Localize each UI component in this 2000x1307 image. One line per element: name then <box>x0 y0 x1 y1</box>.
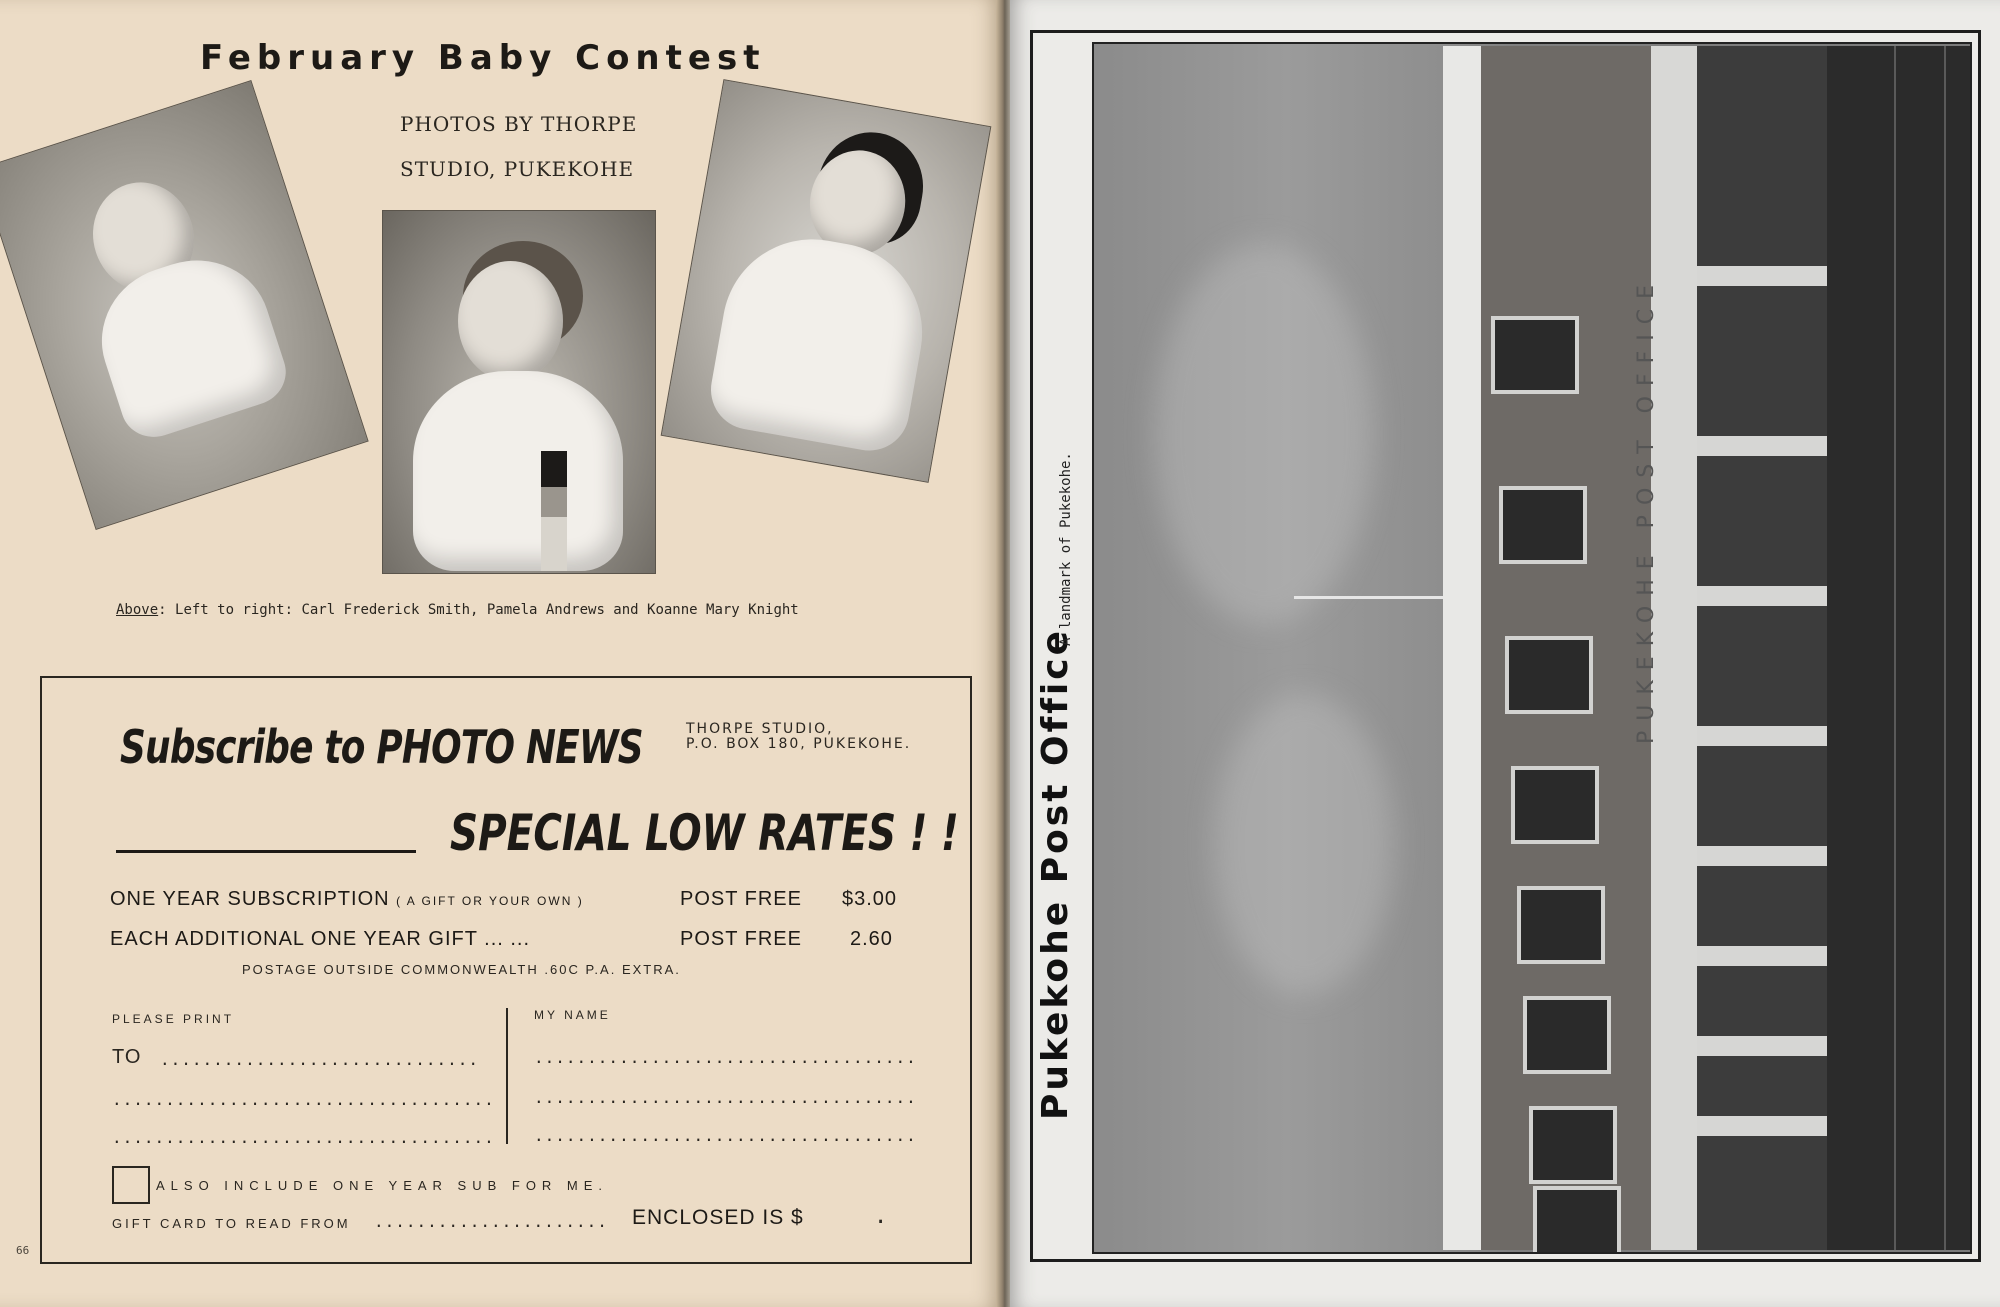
one-year-note: ( A GIFT OR YOUR OWN ) <box>396 894 584 908</box>
to-field-line-3[interactable]: .................................... <box>112 1128 495 1147</box>
colonnade <box>1697 46 1827 1250</box>
contest-title: February Baby Contest <box>200 38 766 78</box>
baby-photo-1 <box>0 80 369 530</box>
form-divider <box>506 1008 508 1144</box>
caption-lead: Above <box>116 602 159 618</box>
studio-line-2: P.O. BOX 180, PUKEKOHE. <box>686 736 912 752</box>
rule-line <box>116 850 416 853</box>
cloud <box>1214 694 1394 994</box>
my-name-label: MY NAME <box>534 1008 611 1022</box>
studio-address <box>686 722 911 752</box>
also-include-label: ALSO INCLUDE ONE YEAR SUB FOR ME. <box>156 1178 609 1193</box>
caption-text: : Left to right: Carl Frederick Smith, Pamela Andrews and Koanne Mary Knight <box>158 602 799 618</box>
post-office-subtitle: A landmark of Pukekohe. <box>1058 452 1074 646</box>
road-marking <box>1894 46 1896 1250</box>
photo-credit-line-1: PHOTOS BY THORPE <box>400 112 638 136</box>
postage-note: POSTAGE OUTSIDE COMMONWEALTH .60C P.A. EXTRA. <box>242 962 681 977</box>
studio-line-1: THORPE STUDIO, <box>686 721 834 737</box>
additional-post-free: POST FREE <box>680 928 802 950</box>
photo-caption <box>116 602 799 618</box>
also-include-checkbox[interactable] <box>112 1166 150 1204</box>
name-field-line-3[interactable]: .................................... <box>534 1126 917 1145</box>
one-year-price: $3.00 <box>842 888 898 910</box>
cloud <box>1154 244 1374 624</box>
photo-credit-line-2: STUDIO, PUKEKOHE <box>400 157 635 181</box>
one-year-label: ONE YEAR SUBSCRIPTION <box>110 888 390 910</box>
post-office-photo <box>1092 42 1972 1254</box>
special-rates-heading: SPECIAL LOW RATES ! ! <box>450 804 959 862</box>
gift-card-label: GIFT CARD TO READ FROM <box>112 1216 351 1231</box>
enclosed-field[interactable]: . <box>874 1204 889 1229</box>
subscription-form <box>40 676 972 1264</box>
one-year-row <box>110 888 584 911</box>
gift-card-field[interactable]: ...................... <box>374 1212 608 1231</box>
building-wall <box>1481 46 1651 1250</box>
name-field-line-1[interactable]: .................................... <box>534 1048 917 1067</box>
name-field-line-2[interactable]: .................................... <box>534 1088 917 1107</box>
to-field-line-1[interactable]: .............................. <box>160 1050 479 1069</box>
subscribe-heading: Subscribe to PHOTO NEWS <box>120 720 643 774</box>
enclosed-label: ENCLOSED IS $ <box>632 1206 804 1229</box>
baby-photo-3 <box>661 79 992 483</box>
to-label: TO <box>112 1046 142 1068</box>
additional-price: 2.60 <box>850 928 893 950</box>
please-print-label: PLEASE PRINT <box>112 1012 235 1026</box>
to-field-line-2[interactable]: .................................... <box>112 1090 495 1109</box>
road <box>1827 46 1970 1250</box>
building-sign: PUKEKOHE POST OFFICE <box>1634 274 1659 744</box>
baby-photo-2 <box>382 210 656 574</box>
post-office-title: Pukekohe Post Office <box>1035 628 1076 1120</box>
road-marking <box>1944 46 1946 1250</box>
building-roofline <box>1443 46 1481 1250</box>
page-number: 66 <box>16 1244 30 1257</box>
one-year-post-free: POST FREE <box>680 888 802 910</box>
additional-gift-label: EACH ADDITIONAL ONE YEAR GIFT ... ... <box>110 928 531 950</box>
